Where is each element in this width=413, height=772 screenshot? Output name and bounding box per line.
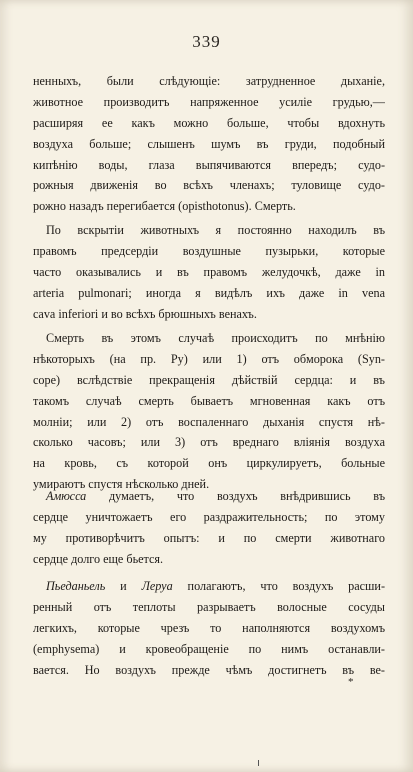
paragraph-4: [33, 486, 385, 570]
person-name: Амюсса: [46, 489, 87, 503]
text-line: воздуха больше; слышенъ шумъ въ груди, подобный: [33, 136, 385, 151]
text-line: рожно назадъ перегибается (opisthotonus). Смерть.: [33, 199, 296, 214]
text-line: молніи; или 2) отъ воспаленнаго дыханія спустя нѣ-: [33, 414, 385, 429]
text-line: cava inferiori и во всѣхъ брюшныхъ венахъ.: [33, 306, 257, 321]
text-line: рожныя движенія во всѣхъ членахъ; туловище судо-: [33, 178, 385, 193]
scan-mark: [258, 760, 259, 766]
page-number: 339: [192, 32, 221, 51]
text-line: arteria pulmonari; иногда я видѣлъ ихъ даже in vena: [33, 285, 385, 300]
text-line: часто оказывались и въ правомъ желудочкѣ, даже in: [33, 264, 385, 279]
text-line: cope) вслѣдствіе прекращенія дѣйствій сердца: и въ: [33, 372, 385, 387]
text-line: умираютъ спустя нѣсколько дней.: [33, 477, 210, 492]
text-fragment: и: [105, 579, 142, 593]
text-line: правомъ предсердіи воздушные пузырьки, которые: [33, 243, 385, 258]
text-line: ненныхъ, были слѣдующіе: затрудненное дыханіе,: [33, 74, 385, 88]
text-line: легкихъ, которые чрезъ то наполняются воздухомъ: [33, 620, 385, 635]
text-line: нѣкоторыхъ (на пр. Ру) или 1) отъ обморока (Syn-: [33, 351, 385, 366]
text-line: му противорѣчитъ опытъ: и по смерти животнаго: [33, 530, 385, 545]
text-line: сердце уничтожаетъ его раздражительность; по этому: [33, 509, 385, 524]
text-line: По вскрытіи животныхъ я постоянно находилъ въ: [46, 223, 385, 237]
text-line: расширяя ее какъ можно больше, чтобы вдохнуть: [33, 115, 385, 130]
text-line: животное производитъ напряженное усиліе грудью,—: [33, 94, 385, 109]
text-line: на кровь, съ которой онъ циркулируетъ, больные: [33, 456, 385, 471]
text-line: вается. Но воздухъ прежде чѣмъ достигнетъ въ ве-: [33, 662, 385, 677]
text-line: ренный отъ теплоты разрываетъ волосные сосуды: [33, 599, 385, 614]
text-line: сердце долго еще бьется.: [33, 551, 164, 566]
text-line: сколько часовъ; или 3) отъ вреднаго вліянія воздуха: [33, 435, 385, 450]
text-fragment: полагаютъ, что воздухъ расши-: [172, 579, 385, 593]
text-line: [33, 486, 385, 507]
text-line: (emphysema) и кровеобращеніе по нимъ останавли-: [33, 641, 385, 656]
text-line: такомъ случаѣ смерть бываетъ мгновенная какъ отъ: [33, 393, 385, 408]
paragraph-3: [33, 328, 385, 495]
text-line: кипѣнію воды, глаза выпячиваются впередъ; судо-: [33, 157, 385, 172]
text-line: [33, 576, 385, 597]
paragraph-5: [33, 576, 385, 680]
person-name: Пьеданьель: [46, 579, 106, 593]
paragraph-2: [33, 220, 385, 324]
person-name: Леруа: [141, 579, 173, 593]
text-fragment: думаетъ, что воздухъ внѣдрившись въ: [86, 489, 385, 503]
paragraph-1: [33, 71, 385, 217]
catchword-mark: *: [348, 676, 354, 688]
text-line: Смерть въ этомъ случаѣ происходитъ по мнѣнію: [46, 331, 385, 345]
